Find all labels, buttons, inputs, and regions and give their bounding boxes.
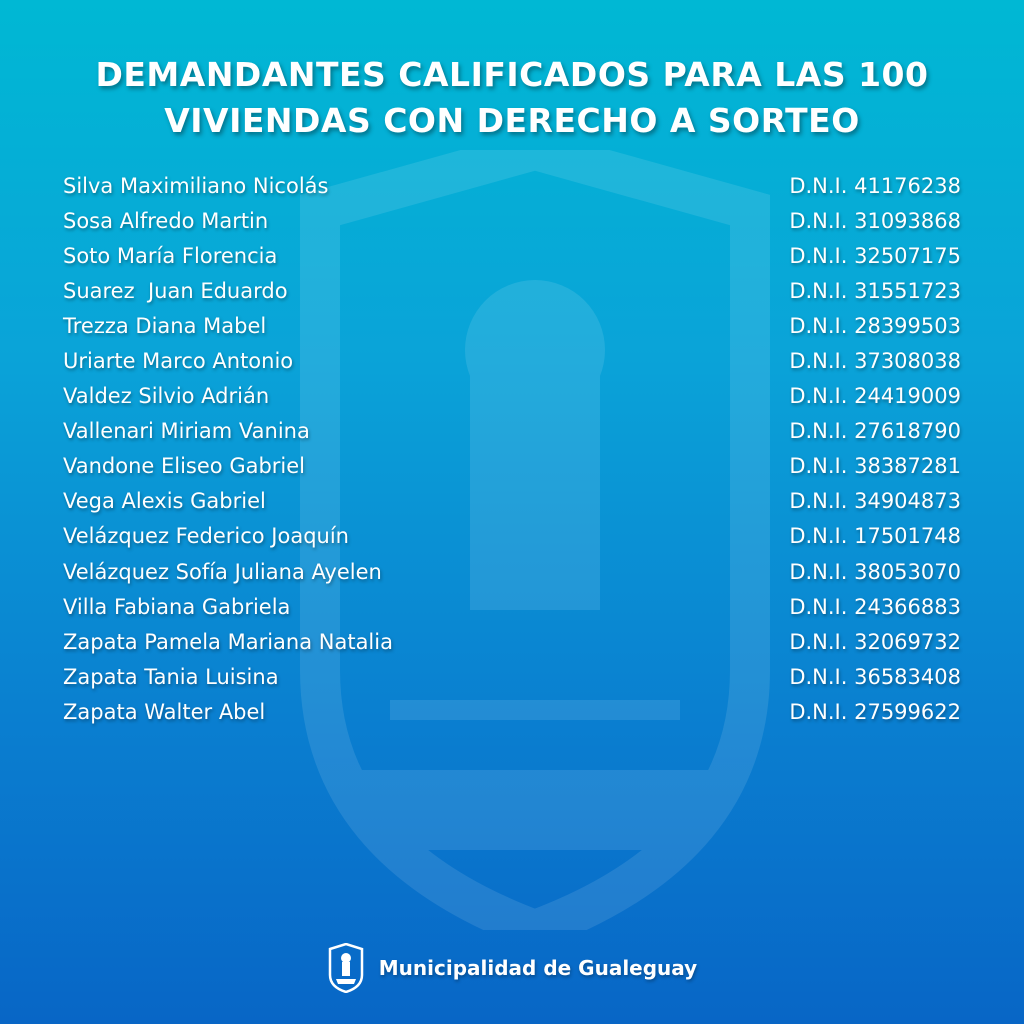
applicant-name: Silva Maximiliano Nicolás xyxy=(63,173,329,198)
footer-brand xyxy=(0,940,1024,996)
title-line-1: DEMANDANTES CALIFICADOS PARA LAS 100 xyxy=(95,55,929,94)
applicant-dni: D.N.I. 27618790 xyxy=(789,419,961,444)
list-item xyxy=(63,554,961,589)
applicant-name: Trezza Diana Mabel xyxy=(63,313,267,338)
applicant-name: Velázquez Sofía Juliana Ayelen xyxy=(63,559,382,584)
list-item xyxy=(63,484,961,519)
list-item xyxy=(63,238,961,273)
list-item xyxy=(63,589,961,624)
applicant-name: Vega Alexis Gabriel xyxy=(63,489,266,514)
list-item xyxy=(63,414,961,449)
qualified-applicants-list xyxy=(63,168,961,730)
applicant-dni: D.N.I. 37308038 xyxy=(789,349,961,374)
applicant-name: Uriarte Marco Antonio xyxy=(63,349,294,374)
applicant-dni: D.N.I. 32507175 xyxy=(789,243,961,268)
title-line-2: VIVIENDAS CON DERECHO A SORTEO xyxy=(164,101,860,140)
list-item xyxy=(63,273,961,308)
list-item xyxy=(63,624,961,659)
applicant-dni: D.N.I. 38387281 xyxy=(789,454,961,479)
applicant-name: Sosa Alfredo Martin xyxy=(63,208,269,233)
applicant-name: Vallenari Miriam Vanina xyxy=(63,419,310,444)
applicant-dni: D.N.I. 24366883 xyxy=(789,594,961,619)
applicant-name: Velázquez Federico Joaquín xyxy=(63,524,349,549)
list-item xyxy=(63,379,961,414)
list-item xyxy=(63,659,961,694)
applicant-dni: D.N.I. 24419009 xyxy=(789,384,961,409)
applicant-dni: D.N.I. 34904873 xyxy=(789,489,961,514)
applicant-name: Zapata Tania Luisina xyxy=(63,664,279,689)
applicant-name: Valdez Silvio Adrián xyxy=(63,384,270,409)
list-item xyxy=(63,203,961,238)
applicant-name: Zapata Pamela Mariana Natalia xyxy=(63,629,393,654)
applicant-dni: D.N.I. 31551723 xyxy=(789,278,961,303)
applicant-dni: D.N.I. 38053070 xyxy=(789,559,961,584)
applicant-name: Soto María Florencia xyxy=(63,243,278,268)
applicant-name: Villa Fabiana Gabriela xyxy=(63,594,291,619)
applicant-name: Vandone Eliseo Gabriel xyxy=(63,454,306,479)
applicant-name: Zapata Walter Abel xyxy=(63,699,266,724)
applicant-dni: D.N.I. 27599622 xyxy=(789,699,961,724)
applicant-dni: D.N.I. 36583408 xyxy=(789,664,961,689)
page-title xyxy=(0,52,1024,144)
applicant-dni: D.N.I. 28399503 xyxy=(789,313,961,338)
applicant-dni: D.N.I. 41176238 xyxy=(789,173,961,198)
applicant-dni: D.N.I. 17501748 xyxy=(789,524,961,549)
list-item xyxy=(63,449,961,484)
list-item xyxy=(63,308,961,343)
applicant-dni: D.N.I. 32069732 xyxy=(789,629,961,654)
applicant-dni: D.N.I. 31093868 xyxy=(789,208,961,233)
list-item xyxy=(63,168,961,203)
list-item xyxy=(63,343,961,378)
municipal-seal-icon xyxy=(327,943,365,993)
applicant-name: Suarez Juan Eduardo xyxy=(63,278,288,303)
list-item xyxy=(63,694,961,729)
list-item xyxy=(63,519,961,554)
municipality-name: Municipalidad de Gualeguay xyxy=(378,956,698,980)
